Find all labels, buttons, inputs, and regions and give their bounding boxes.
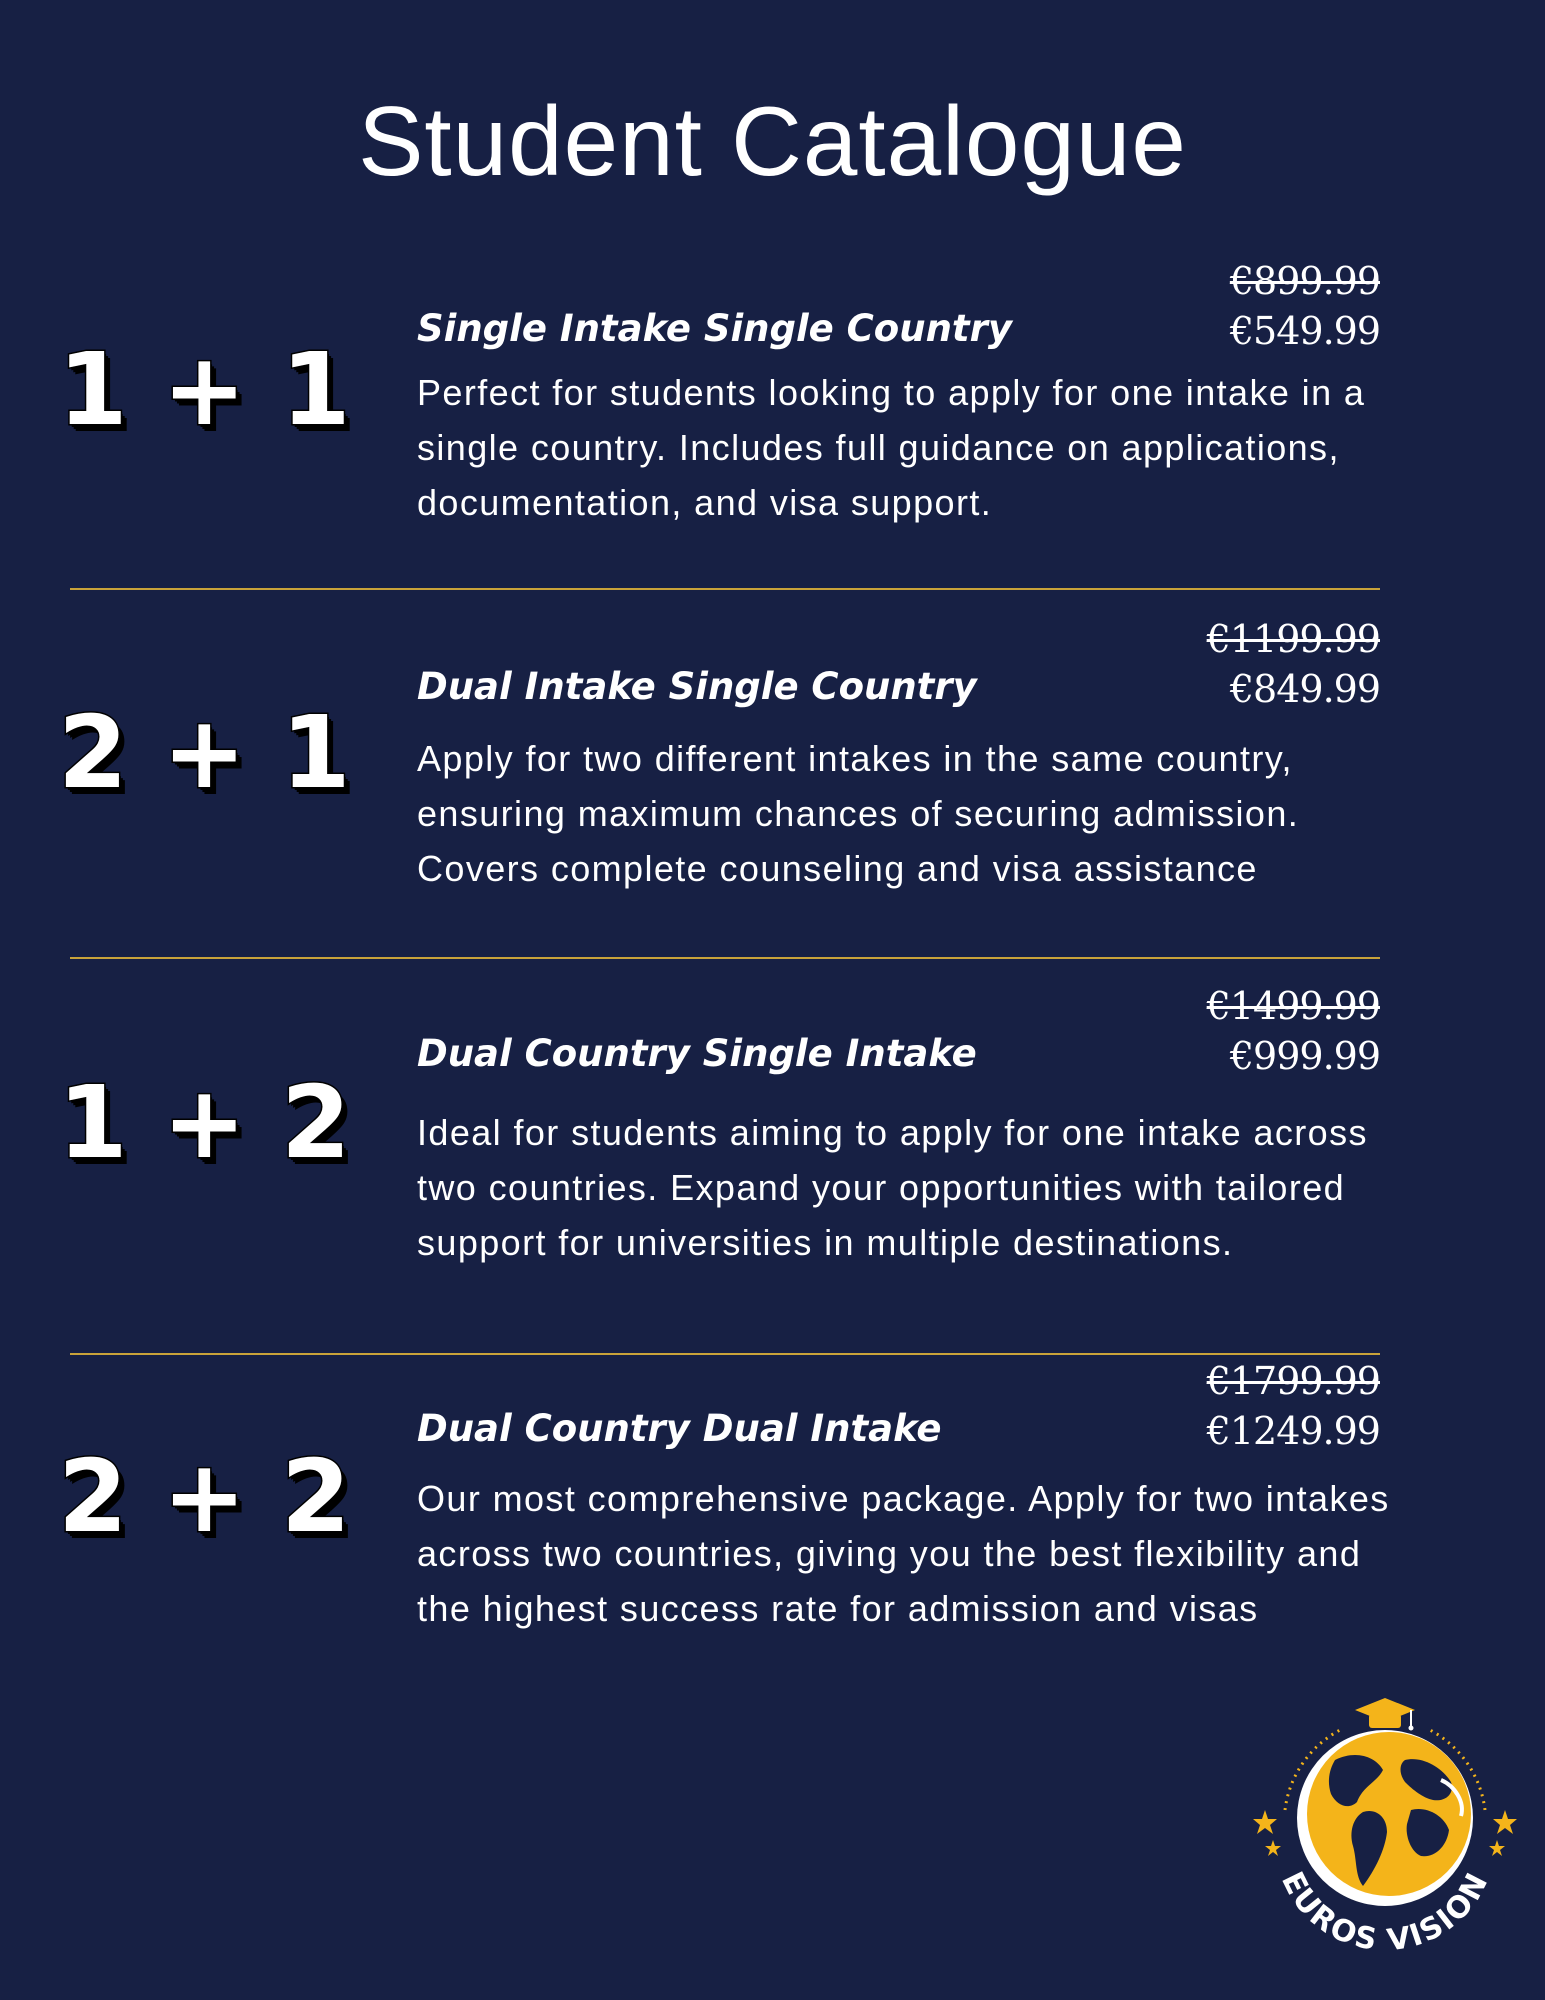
logo-text: EUROS VISION [1274,1866,1497,1959]
euros-vision-logo [1245,1690,1525,1970]
divider [70,1353,1380,1355]
old-price: €1799.99 [1206,1359,1380,1403]
package-badge: 1 + 1 [58,331,351,448]
package-description: Our most comprehensive package. Apply for two intakes across two countries, giving you the best flexibility and the highest success rate for admission and visas [417,1478,1390,1629]
new-price: €549.99 [1229,309,1380,353]
globe-icon [1297,1730,1473,1906]
divider [70,588,1380,590]
page-title: Student Catalogue [358,86,1187,196]
new-price: €849.99 [1229,667,1380,711]
package-description: Perfect for students looking to apply for one intake in a single country. Includes full guidance on applications, documentation, and visa support. [417,372,1366,523]
package-title: Dual Country Single Intake [417,1032,977,1075]
package-description: Apply for two different intakes in the same country, ensuring maximum chances of securing admission. Covers complete counseling and visa assistance [417,738,1300,889]
divider [70,957,1380,959]
package-badge: 2 + 1 [58,694,351,811]
new-price: €999.99 [1229,1034,1380,1078]
old-price: €1499.99 [1206,984,1380,1028]
graduation-cap-icon [1355,1698,1415,1731]
package-badge: 1 + 2 [58,1064,351,1181]
old-price: €899.99 [1229,259,1380,303]
old-price: €1199.99 [1206,617,1380,661]
package-badge: 2 + 2 [58,1438,351,1555]
package-title: Dual Country Dual Intake [417,1407,942,1450]
package-title: Dual Intake Single Country [417,665,977,708]
package-title: Single Intake Single Country [417,307,1012,350]
new-price: €1249.99 [1206,1409,1380,1453]
package-description: Ideal for students aiming to apply for one intake across two countries. Expand your opportunities with tailored support for universities in multiple destinations. [417,1112,1368,1263]
